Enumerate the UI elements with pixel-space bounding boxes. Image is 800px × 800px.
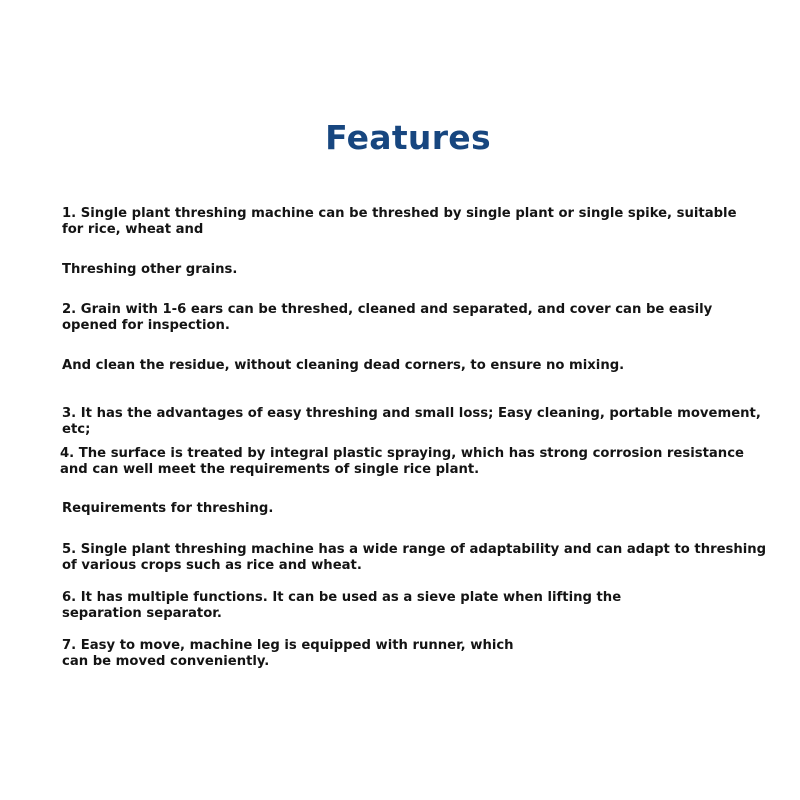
- feature-paragraph-9: 6. It has multiple functions. It can be used as a sieve plate when lifting the separation separator.: [62, 590, 622, 621]
- feature-paragraph-4: And clean the residue, without cleaning dead corners, to ensure no mixing.: [62, 358, 625, 373]
- feature-paragraph-8: 5. Single plant threshing machine has a wide range of adaptability and can adapt to threshing of various crops such as rice and wheat.: [62, 542, 767, 573]
- page-title: Features: [325, 118, 491, 157]
- feature-paragraph-5: 3. It has the advantages of easy threshing and small loss; Easy cleaning, portable movement, etc;: [62, 406, 761, 437]
- feature-paragraph-7: Requirements for threshing.: [62, 501, 274, 516]
- feature-paragraph-6: 4. The surface is treated by integral plastic spraying, which has strong corrosion resistance and can well meet the requirements of single rice plant.: [60, 446, 744, 477]
- feature-paragraph-3: 2. Grain with 1-6 ears can be threshed, cleaned and separated, and cover can be easily opened for inspection.: [62, 302, 713, 333]
- feature-paragraph-2: Threshing other grains.: [62, 262, 238, 277]
- feature-paragraph-10: 7. Easy to move, machine leg is equipped with runner, which can be moved conveniently.: [62, 638, 514, 669]
- feature-paragraph-1: 1. Single plant threshing machine can be threshed by single plant or single spike, suitable for rice, wheat and: [62, 206, 737, 237]
